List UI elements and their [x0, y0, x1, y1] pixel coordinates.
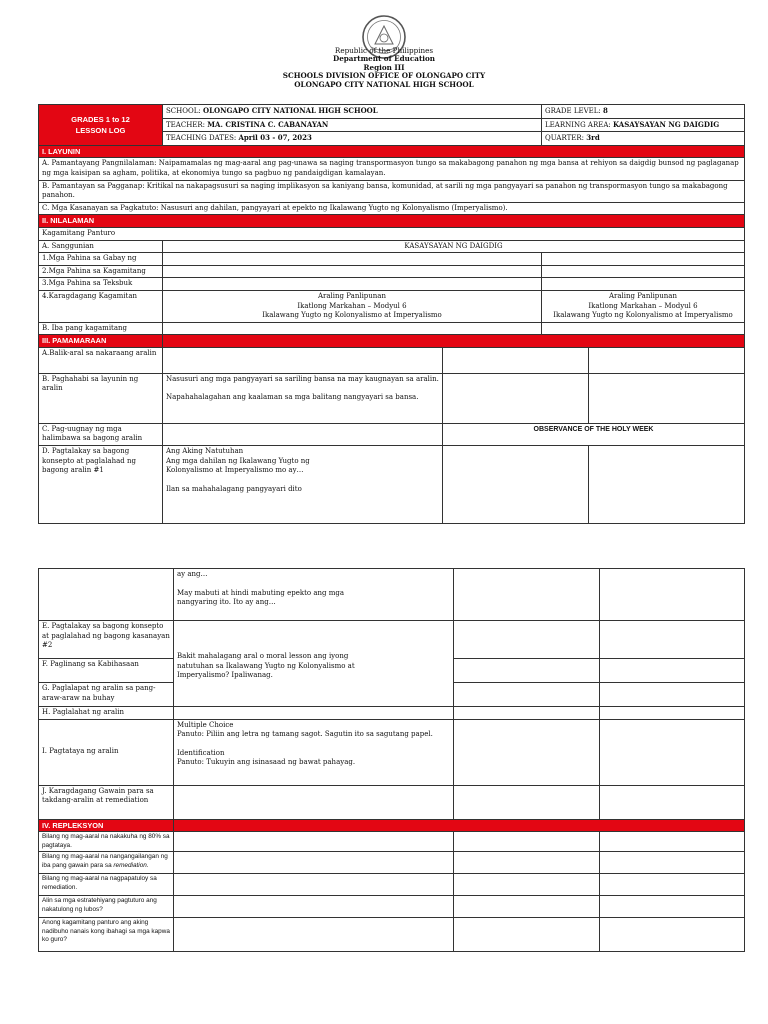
grades-title: GRADES 1 to 12: [71, 114, 130, 124]
paghahabi-text1: Nasusuri ang mga pangyayari sa sariling bansa na may kaugnayan sa aralin.: [166, 374, 439, 383]
row-pag-uugnay: C. Pag-uugnay ng mga halimbawa sa bagong aralin: [39, 423, 163, 445]
row-paglalapat: G. Paglalapat ng aralin sa pang-araw-araw na buhay: [39, 683, 174, 707]
grade-cell: [542, 105, 745, 119]
pamantayang-pangnilalaman: A. Pamantayang Pangnilalaman: Naipamamalas ng mag-aaral ang pag-unawa sa naging transpormasyon tungo sa makabagong panahon ng mga bansa at rehiyon sa daigdig bunsod ng paglaganap ng mga kaisipan sa agham, politika, at ekonomiya tungo sa pagbuo ng pandaigdigan kamalayan.: [39, 158, 745, 180]
module-right-line2: Ikatlong Markahan – Modyul 6: [588, 301, 698, 310]
module-left-line1: Araling Panlipunan: [317, 291, 386, 300]
pagtalakay-1-text5: May mabuti at hindi mabuting epekto ang mga nangyaring ito. Ito ay ang…: [177, 588, 345, 607]
kasanayan-sa-pagkatuto: C. Mga Kasanayan sa Pagkatuto: Nasusuri ang dahilan, pangyayari at epekto ng Ikalawang Yugto ng Kolonyalismo (Imperyalismo).: [39, 202, 745, 215]
lesson-log-table-page1: [38, 104, 745, 524]
pagtalakay-1-text2: Ang mga dahilan ng Ikalawang Yugto ng Kolonyalismo at Imperyalismo mo ay…: [166, 456, 310, 475]
header-deped: Department of Education: [332, 54, 436, 64]
module-ref-right: [542, 290, 745, 322]
module-ref-left: [163, 290, 542, 322]
section-repleksyon: IV. REPLEKSYON: [39, 819, 174, 832]
row-balik-aral: A.Balik-aral sa nakaraang aralin: [39, 347, 163, 373]
paghahabi-text2: Napahahalagahan ang kaalaman sa mga balitang nangyayari sa bansa.: [166, 393, 419, 402]
repleksyon-q2-text: Bilang ng mag-aaral na nangangailangan ng iba pang gawain para sa: [42, 853, 168, 869]
row-paghahabi: B. Paghahabi sa layunin ng aralin: [39, 373, 163, 423]
row-pagtalakay-1: D. Pagtalakay sa bagong konsepto at paglalahad ng bagong aralin #1: [39, 446, 163, 524]
header-republic: Republic of the Philippines: [334, 46, 434, 55]
row-karagdagang-gawain: J. Karagdagang Gawain para sa takdang-aralin at remediation: [39, 785, 174, 819]
grades-lesson-log-title: [39, 105, 163, 146]
repleksyon-q2: [39, 852, 174, 874]
teacher-label: TEACHER:: [166, 120, 206, 129]
row-gabay: 1.Mga Pahina sa Gabay ng: [39, 253, 163, 266]
teaching-dates-cell: [163, 132, 542, 146]
pagtalakay-1-text3: Ilan sa mahahalagang pangyayari dito: [166, 484, 302, 493]
school-cell: [163, 105, 542, 119]
lesson-log-table-page2: [38, 568, 745, 952]
pagtataya-text1: Multiple Choice: [177, 720, 234, 729]
pagtataya-text3: Identification: [177, 748, 225, 757]
pagtataya-text4: Panuto: Tukuyin ang isinasaad ng bawat pahayag.: [177, 758, 356, 767]
paglinang-content: [174, 621, 454, 707]
grade-value: 8: [603, 106, 608, 115]
section-nilalaman: II. NILALAMAN: [39, 215, 745, 228]
dates-value: April 03 - 07, 2023: [238, 133, 312, 143]
paglinang-text: Bakit mahalagang aral o moral lesson ang iyong natutuhan sa Ikalawang Yugto ng Kolonyalismo at Imperyalismo? Ipaliwanag.: [177, 652, 355, 680]
row-paglinang: F. Paglinang sa Kabihasaan: [39, 659, 174, 683]
row-paglalahat: H. Paglalahat ng aralin: [39, 707, 174, 720]
header-division: SCHOOLS DIVISION OFFICE OF OLONGAPO CITY: [282, 71, 486, 81]
teacher-cell: [163, 118, 542, 132]
repleksyon-q3: Bilang ng mag-aaral na nagpapatuloy sa remediation.: [39, 874, 174, 896]
sanggunian-label: A. Sanggunian: [39, 240, 163, 253]
pagtalakay-1-text4: ay ang…: [177, 570, 208, 578]
lesson-log-title: LESSON LOG: [75, 125, 126, 135]
row-karagdagang-kagamitan: 4.Karagdagang Kagamitan: [39, 290, 163, 322]
pagtalakay-1-continued: [174, 569, 454, 621]
school-value: OLONGAPO CITY NATIONAL HIGH SCHOOL: [202, 106, 378, 115]
pagtataya-content: [174, 719, 454, 785]
subject-heading: KASAYSAYAN NG DAIGDIG: [163, 240, 745, 253]
row-iba-pang-kagamitan: B. Iba pang kagamitang: [39, 322, 163, 335]
pamantayan-sa-pagganap: B. Pamantayan sa Pagganap: Kritikal na nakapagsusuri sa naging implikasyon sa kaniyang bansa, komunidad, at sarili ng mga pangyayari sa panahon ng transpormasyon tungo sa makabagong panahon.: [39, 180, 745, 202]
pagtalakay-1-text1: Ang Aking Natutuhan: [166, 447, 244, 456]
learning-area-cell: [542, 118, 745, 132]
section-layunin: I. LAYUNIN: [39, 145, 745, 158]
area-value: KASAYSAYAN NG DAIGDIG: [613, 119, 720, 129]
row-kagamitang: 2.Mga Pahina sa Kagamitang: [39, 265, 163, 278]
area-label: LEARNING AREA:: [545, 120, 611, 129]
teacher-value: MA. CRISTINA C. CABANAYAN: [207, 119, 329, 129]
repleksyon-q4: Alin sa mga estratehiyang pagtuturo ang nakatulong ng lubos?: [39, 896, 174, 918]
repleksyon-q5: Anong kagamitang panturo ang aking nadibuho nanais kong ibahagi sa mga kapwa ko guro?: [39, 918, 174, 952]
module-left-line3: Ikalawang Yugto ng Kolonyalismo at Imperyalismo: [262, 311, 442, 320]
school-label: SCHOOL:: [166, 107, 201, 115]
dates-label: TEACHING DATES:: [166, 134, 237, 143]
quarter-cell: [542, 132, 745, 146]
document-header: [0, 47, 768, 89]
pagtataya-text2: Panuto: Piliin ang letra ng tamang sagot. Sagutin ito sa sagutang papel.: [177, 730, 433, 739]
header-school: OLONGAPO CITY NATIONAL HIGH SCHOOL: [294, 79, 474, 89]
holy-week-note: OBSERVANCE OF THE HOLY WEEK: [443, 423, 745, 445]
pagtalakay-1-content: [163, 446, 443, 524]
section-pamamaraan: III. PAMAMARAAN: [39, 335, 163, 348]
row-pagtataya: I. Pagtataya ng aralin: [39, 719, 174, 785]
module-left-line2: Ikatlong Markahan – Modyul 6: [297, 301, 407, 310]
module-right-line3: Ikalawang Yugto ng Kolonyalismo at Imperyalismo: [553, 311, 733, 320]
quarter-label: QUARTER:: [545, 134, 585, 143]
row-teksbuk: 3.Mga Pahina sa Teksbuk: [39, 278, 163, 291]
kagamitang-panturo: Kagamitang Panturo: [39, 227, 745, 240]
module-right-line1: Araling Panlipunan: [608, 291, 677, 300]
row-pagtalakay-2: E. Pagtalakay sa bagong konsepto at paglalahad ng bagong kasanayan #2: [39, 621, 174, 659]
grade-label: GRADE LEVEL:: [545, 107, 601, 115]
paghahabi-content: [163, 373, 443, 423]
header-region: Region III: [363, 62, 405, 72]
quarter-value: 3rd: [586, 133, 600, 143]
repleksyon-q1: Bilang ng mag-aaral na nakakuha ng 80% sa pagtataya.: [39, 832, 174, 852]
repleksyon-q2-italic: remediation.: [113, 861, 149, 869]
